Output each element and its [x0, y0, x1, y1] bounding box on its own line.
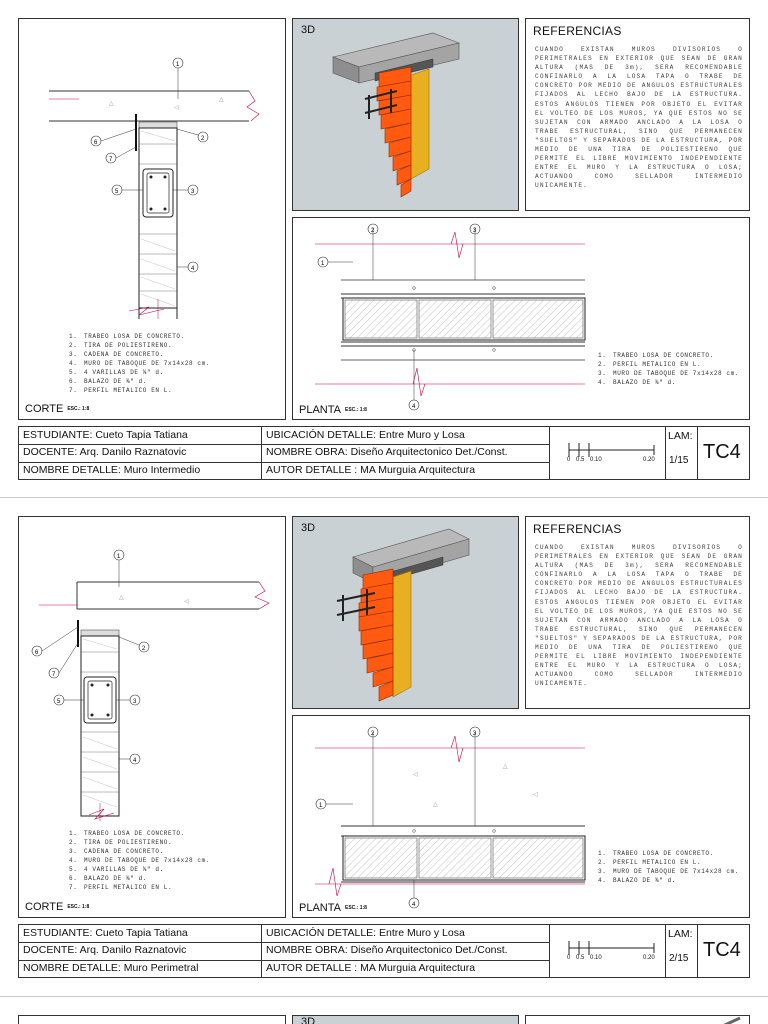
- lam-label: LAM:: [668, 430, 693, 442]
- detail-name-field: NOMBRE DETALLE: Muro Perimetral: [23, 962, 199, 974]
- legend-item: 3. MURO DE TABOQUE DE 7x14x28 cm.: [598, 868, 740, 875]
- legend-item: 2. TIRA DE POLIESTIRENO.: [69, 342, 173, 349]
- svg-text:3: 3: [473, 731, 477, 737]
- references-title: REFERENCIAS: [533, 24, 622, 38]
- legend-item: 1. TRABEO LOSA DE CONCRETO.: [69, 333, 185, 340]
- corte-panel: [18, 18, 286, 420]
- render-3d-drawing: [293, 19, 519, 211]
- render-3d-panel: [292, 18, 519, 211]
- svg-text:5: 5: [57, 699, 61, 705]
- corte-label: CORTE ESC.: 1:8: [25, 403, 90, 415]
- svg-text:△: △: [219, 97, 224, 103]
- svg-text:1: 1: [117, 554, 121, 560]
- legend-item: 3. MURO DE TABOQUE DE 7x14x28 cm.: [598, 370, 740, 377]
- sheet-code: TC4: [703, 441, 741, 463]
- svg-text:7: 7: [109, 157, 113, 163]
- scale-tick-label: 0.10: [590, 457, 602, 463]
- planta-panel: [292, 715, 750, 918]
- svg-text:6: 6: [35, 650, 39, 656]
- scale-tick-label: 0.20: [643, 457, 655, 463]
- legend-item: 4. BALAZO DE ⅜" d.: [598, 877, 677, 884]
- render-3d-label: 3D: [301, 24, 316, 36]
- legend-item: 6. BALAZO DE ⅜" d.: [69, 378, 148, 385]
- detail-author-field: AUTOR DETALLE : MA Murguia Arquitectura: [266, 464, 476, 476]
- corte-label: CORTE ESC.: 1:8: [25, 901, 90, 913]
- corte-panel: [18, 1015, 286, 1024]
- svg-text:2: 2: [371, 731, 375, 737]
- svg-text:◁: ◁: [184, 599, 189, 605]
- svg-text:2: 2: [142, 646, 146, 652]
- planta-scale: ESC.: 1:8: [344, 905, 367, 912]
- references-panel: [525, 516, 750, 709]
- svg-text:1: 1: [321, 261, 325, 267]
- svg-text:2: 2: [371, 228, 375, 234]
- references-panel: [525, 18, 750, 211]
- svg-text:△: △: [109, 101, 114, 107]
- render-3d-panel: [292, 1015, 519, 1024]
- legend-item: 6. BALAZO DE ⅜" d.: [69, 875, 148, 882]
- planta-panel: [292, 217, 750, 420]
- svg-text:△: △: [433, 802, 438, 808]
- legend-item: 2. PERFIL METALICO EN L.: [598, 361, 702, 368]
- svg-text:△: △: [503, 764, 508, 770]
- corte-legend: [69, 829, 210, 892]
- svg-text:3: 3: [191, 189, 195, 195]
- teacher-field: DOCENTE: Arq. Danilo Raznatovic: [23, 944, 187, 956]
- planta-drawing: [293, 218, 750, 420]
- svg-text:4: 4: [133, 758, 137, 764]
- scale-tick-label: 0.5: [576, 955, 585, 961]
- detail-location-field: UBICACIÓN DETALLE: Entre Muro y Losa: [266, 927, 465, 939]
- corte-panel: [18, 516, 286, 918]
- svg-text:5: 5: [115, 189, 119, 195]
- title-block: [18, 426, 750, 480]
- legend-item: 3. CADENA DE CONCRETO.: [69, 848, 164, 855]
- references-panel: [525, 1015, 750, 1024]
- project-name-field: NOMBRE OBRA: Diseño Arquitectonico Det./Const.: [266, 446, 508, 458]
- detail-name-field: NOMBRE DETALLE: Muro Intermedio: [23, 464, 201, 476]
- legend-item: 7. PERFIL METALICO EN L.: [69, 884, 173, 891]
- teacher-field: DOCENTE: Arq. Danilo Raznatovic: [23, 446, 187, 458]
- legend-item: 5. 4 VARILLAS DE ⅜" d.: [69, 866, 164, 873]
- render-3d-panel: [292, 516, 519, 709]
- render-3d-label: 3D: [301, 522, 316, 534]
- planta-legend: [598, 351, 739, 387]
- scale-tick-label: 0.20: [643, 955, 655, 961]
- drawing-sheet-2: [0, 498, 768, 995]
- corte-scale: ESC.: 1:8: [67, 406, 90, 413]
- svg-text:7: 7: [52, 672, 56, 678]
- legend-item: 7. PERFIL METALICO EN L.: [69, 387, 173, 394]
- drawing-sheet-3: [0, 997, 768, 1024]
- svg-text:◁: ◁: [533, 792, 538, 798]
- lam-number: 1/15: [669, 455, 689, 466]
- legend-item: 5. 4 VARILLAS DE ⅜" d.: [69, 369, 164, 376]
- svg-text:△: △: [119, 595, 124, 601]
- svg-text:4: 4: [191, 266, 195, 272]
- svg-text:3: 3: [133, 699, 137, 705]
- svg-text:4: 4: [412, 902, 416, 908]
- scale-tick-label: 0.10: [590, 955, 602, 961]
- sheet-code: TC4: [703, 939, 741, 961]
- corte-legend: [69, 332, 210, 395]
- references-text: CUANDO EXISTAN MUROS DIVISORIOS O PERIMETRALES EN EXTERIOR QUE SEAN DE GRAN ALTURA (MAS DE 3m), SERA RECOMENDABLE CONFINARLO A LA LOSA TAPA O TRABE DE CONCRETO POR MEDIO DE ANGULOS ESTRUCTURALES FIJADOS AL LECHO BAJO DE LA ESTRUCTURA. ESTOS ANGULOS TIENEN POR OBJETO EL EVITAR EL VOLTEO DE LOS MUROS, YA QUE ESTOS NO SE SUJETAN CON ARMADO ANCLADO A LA LOSA O TRABE ESTRUCTURAL, SINO QUE PERMANECEN "SUELTOS" Y SEPARADOS DE LA ESTRUCTURA, POR MEDIO DE UNA TIRA DE POLIESTIRENO QUE PERMITE EL LIBRE MOVIMIENTO INDEPENDIENTE ENTRE EL MURO Y LA ESTRUCTURA O LOSA; ACTUANDO COMO SELLADOR INTERMEDIO UNICAMENTE.: [535, 544, 743, 688]
- title-block: [18, 924, 750, 978]
- student-field: ESTUDIANTE: Cueto Tapia Tatiana: [23, 429, 188, 441]
- legend-item: 1. TRABEO LOSA DE CONCRETO.: [598, 352, 714, 359]
- legend-item: 2. TIRA DE POLIESTIRENO.: [69, 839, 173, 846]
- svg-text:3: 3: [473, 228, 477, 234]
- scale-tick-label: 0: [567, 457, 571, 463]
- detail-location-field: UBICACIÓN DETALLE: Entre Muro y Losa: [266, 429, 465, 441]
- legend-item: 1. TRABEO LOSA DE CONCRETO.: [69, 830, 185, 837]
- student-field: ESTUDIANTE: Cueto Tapia Tatiana: [23, 927, 188, 939]
- references-text: CUANDO EXISTAN MUROS DIVISORIOS O PERIMETRALES EN EXTERIOR QUE SEAN DE GRAN ALTURA (MAS DE 3m), SERA RECOMENDABLE CONFINARLO A LA LOSA TAPA O TRABE DE CONCRETO POR MEDIO DE ANGULOS ESTRUCTURALES FIJADOS AL LECHO BAJO DE LA ESTRUCTURA. ESTOS ANGULOS TIENEN POR OBJETO EL EVITAR EL VOLTEO DE LOS MUROS, YA QUE ESTOS NO SE SUJETAN CON ARMADO ANCLADO A LA LOSA O TRABE ESTRUCTURAL, SINO QUE PERMANECEN "SUELTOS" Y SEPARADOS DE LA ESTRUCTURA, POR MEDIO DE UNA TIRA DE POLIESTIRENO QUE PERMITE EL LIBRE MOVIMIENTO INDEPENDIENTE ENTRE EL MURO Y LA ESTRUCTURA O LOSA; ACTUANDO COMO SELLADOR INTERMEDIO UNICAMENTE.: [535, 46, 743, 190]
- svg-text:1: 1: [176, 62, 180, 68]
- svg-text:1: 1: [319, 803, 323, 809]
- render-3d-drawing: [293, 517, 519, 709]
- svg-text:◁: ◁: [413, 772, 418, 778]
- planta-drawing: [293, 716, 750, 918]
- legend-item: 4. BALAZO DE ⅜" d.: [598, 379, 677, 386]
- detail-author-field: AUTOR DETALLE : MA Murguia Arquitectura: [266, 962, 476, 974]
- svg-text:6: 6: [94, 140, 98, 146]
- lam-label: LAM:: [668, 928, 693, 940]
- planta-scale: ESC.: 1:8: [344, 407, 367, 414]
- drawing-sheet-1: [0, 0, 768, 497]
- render-3d-label: 3D: [301, 1016, 316, 1024]
- planta-label: PLANTA ESC.: 1:8: [299, 404, 367, 416]
- legend-item: 4. MURO DE TABOQUE DE 7x14x28 cm.: [69, 360, 211, 367]
- scale-tick-label: 0: [567, 955, 571, 961]
- svg-text:◁: ◁: [174, 105, 179, 111]
- legend-item: 3. CADENA DE CONCRETO.: [69, 351, 164, 358]
- lam-number: 2/15: [669, 953, 689, 964]
- scale-tick-label: 0.5: [576, 457, 585, 463]
- planta-label: PLANTA ESC.: 1:8: [299, 902, 367, 914]
- references-title: REFERENCIAS: [533, 522, 622, 536]
- legend-item: 4. MURO DE TABOQUE DE 7x14x28 cm.: [69, 857, 211, 864]
- project-name-field: NOMBRE OBRA: Diseño Arquitectonico Det./Const.: [266, 944, 508, 956]
- pencil-icon: [706, 1016, 746, 1024]
- corte-scale: ESC.: 1:8: [67, 904, 90, 911]
- legend-item: 2. PERFIL METALICO EN L.: [598, 859, 702, 866]
- graphic-scale-bar: [559, 933, 659, 973]
- svg-text:2: 2: [201, 136, 205, 142]
- graphic-scale-bar: [559, 435, 659, 475]
- svg-text:4: 4: [412, 404, 416, 410]
- legend-item: 1. TRABEO LOSA DE CONCRETO.: [598, 850, 714, 857]
- planta-legend: [598, 849, 739, 885]
